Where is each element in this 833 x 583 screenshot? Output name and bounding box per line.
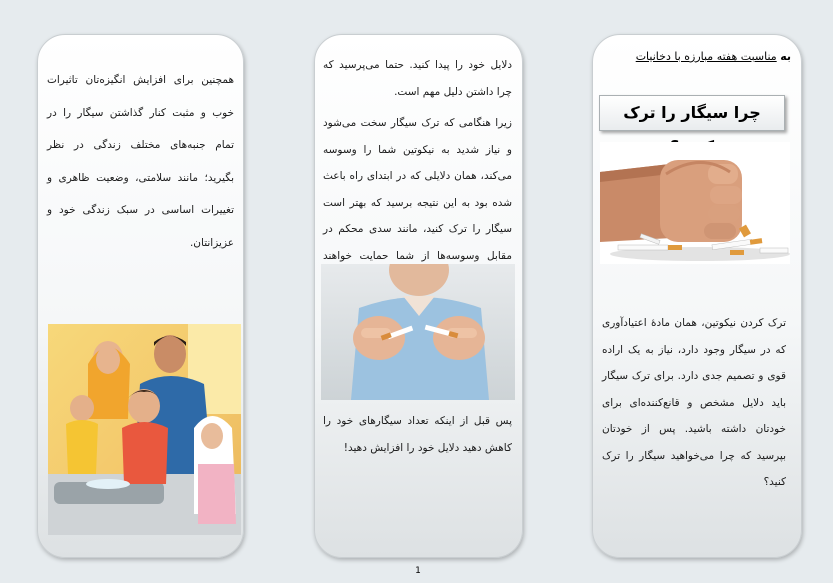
middle-panel-text-2: زیرا هنگامی که ترک سیگار سخت می‌شود و نیاز شدید به نیکوتین شما را وسوسه می‌کند، همان دلایلی که در ابتدای راه باعث شده بود به این نتیجه برسید که بهتر است سیگار را ترک کنید، مانند سدی محکم در مقابل وسوسه‌ها از شما حمایت خواهند xyxy=(323,117,512,262)
family-kitchen-image xyxy=(48,324,241,535)
brochure-title: چرا سیگار را ترک xyxy=(599,95,785,131)
occasion-line xyxy=(636,50,791,63)
fist-cigarettes-image xyxy=(600,142,790,264)
occasion-prefix: به xyxy=(780,50,791,63)
left-panel-text: همچنین برای افزایش انگیزه‌تان تاثیرات خوب و مثبت کنار گذاشتن سیگار را در تمام جنبه‌های مختلف زندگی در نظر بگیرید؛ مانند سلامتی، وضعیت ظاهری و تغییرات اساسی در سبک زندگی خود و عزیزانتان. xyxy=(47,74,234,249)
occasion-link[interactable]: مناسبت هفته مبارزه با دخانیات xyxy=(635,50,777,63)
middle-panel-text-1: دلایل خود را پیدا کنید. حتما می‌پرسید که چرا داشتن دلیل مهم است. xyxy=(323,59,512,98)
right-panel-text: ترک کردن نیکوتین، همان مادهٔ اعتیادآوری که در سیگار وجود دارد، نیاز به یک اراده قوی و تصمیم جدی دارد. برای ترک سیگار باید دلایل مشخص و قانع‌کننده‌ای برای خودتان داشته باشید. پس از خودتان بپرسید که چرا می‌خواهید سیگار را ترک کنید؟ xyxy=(602,317,786,488)
man-breaking-cigarette-image xyxy=(321,264,515,400)
page-number: 1 xyxy=(415,566,421,576)
middle-panel-text-3: پس قبل از اینکه تعداد سیگارهای خود را کاهش دهید دلایل خود را افزایش دهید! xyxy=(323,415,512,454)
